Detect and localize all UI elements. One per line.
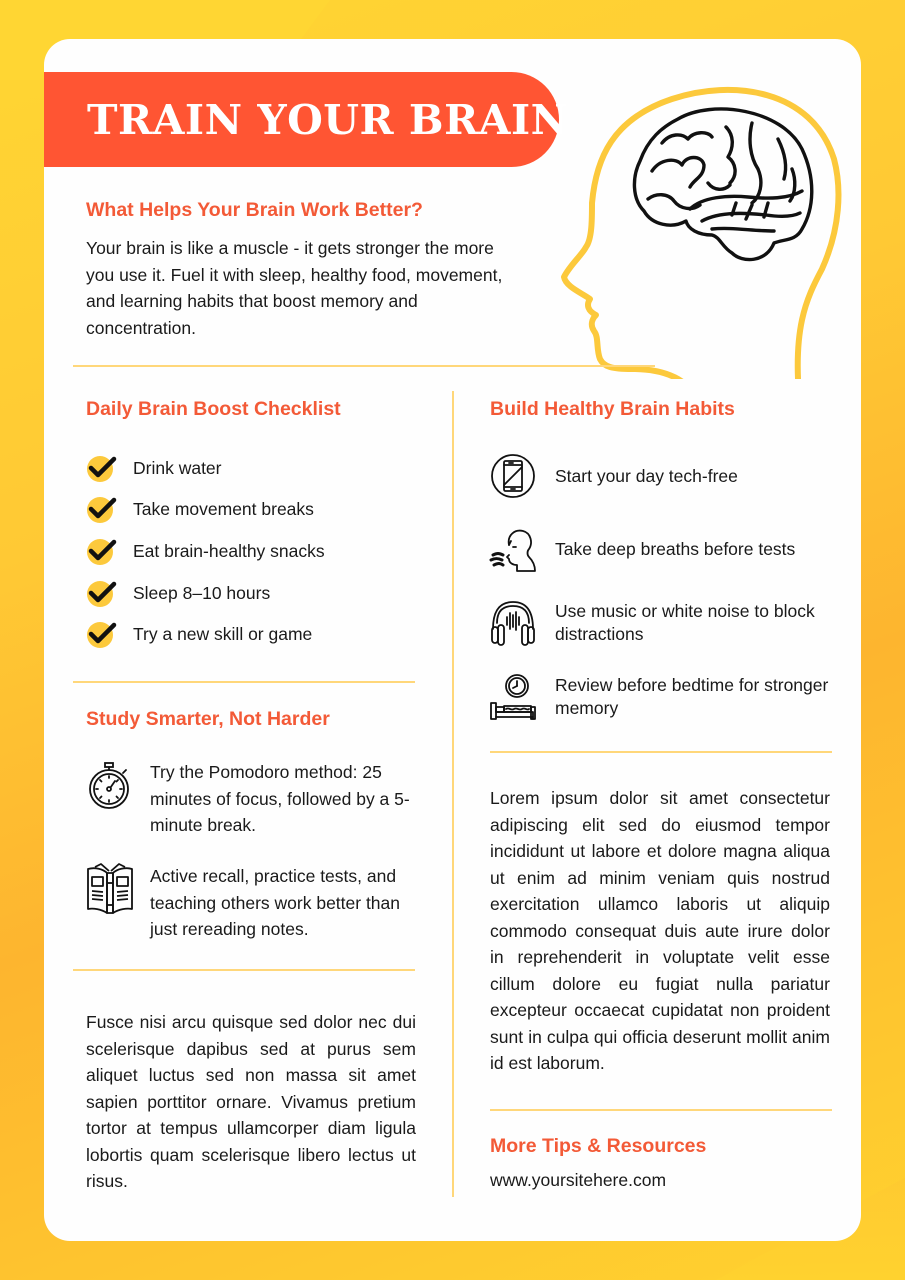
head-brain-icon bbox=[552, 79, 852, 379]
habit-item bbox=[489, 452, 738, 500]
intro-divider bbox=[73, 365, 655, 367]
bedtime-clock-icon bbox=[489, 673, 537, 721]
checklist-item-label: Eat brain-healthy snacks bbox=[133, 540, 325, 561]
column-divider bbox=[452, 391, 454, 1197]
habit-item-text: Start your day tech-free bbox=[555, 465, 738, 486]
checkmark-icon bbox=[85, 451, 119, 485]
study-item bbox=[85, 863, 430, 943]
checklist-item[interactable] bbox=[85, 617, 312, 651]
checklist-item[interactable] bbox=[85, 534, 325, 568]
intro-text: Your brain is like a muscle - it gets stronger the more you use it. Fuel it with sleep, healthy food, movement, and learning habits that boost memory and concentration. bbox=[86, 238, 503, 338]
checkmark-icon bbox=[85, 492, 119, 526]
habits-heading: Build Healthy Brain Habits bbox=[490, 398, 735, 420]
deep-breath-icon bbox=[489, 525, 537, 573]
habit-item-text: Take deep breaths before tests bbox=[555, 538, 796, 559]
checklist-item-label: Take movement breaks bbox=[133, 498, 314, 519]
checklist-item-label: Try a new skill or game bbox=[133, 623, 313, 644]
study-paragraph: Fusce nisi arcu quisque sed dolor nec dui scelerisque dapibus sed at purus sem aliquet luctus sed non massa sit amet sapien porttitor ornare. Vivamus pretium tortor at tempus ullamcorper diam ligula lobortis quam scelerisque libero lectus ut risus. bbox=[86, 1012, 416, 1191]
checklist-item-label: Drink water bbox=[133, 457, 222, 478]
study-item-text: Active recall, practice tests, and teaching others work better than just rereading notes. bbox=[150, 866, 401, 939]
checklist-item[interactable] bbox=[85, 492, 314, 526]
habits-paragraph: Lorem ipsum dolor sit amet consectetur adipiscing elit sed do eiusmod tempor incididunt ut labore et dolore magna aliqua ut enim ad minim veniam quis nostrud exercitation ullamco laboris ut aliquip commodo consequat duis aute irure dolor in reprehenderit in voluptate velit esse cillum dolore eu fugiat nulla pariatur excepteur occaecat cupidatat non proident sunt in culpa qui officia deserunt mollit anim id est laborum. bbox=[490, 788, 830, 1073]
stopwatch-icon bbox=[85, 759, 135, 811]
study-item bbox=[85, 759, 430, 839]
study-divider bbox=[73, 969, 415, 971]
habit-item bbox=[489, 599, 861, 647]
habit-item bbox=[489, 525, 795, 573]
checkmark-icon bbox=[85, 534, 119, 568]
checklist-item[interactable] bbox=[85, 451, 222, 485]
intro-heading: What Helps Your Brain Work Better? bbox=[86, 199, 423, 221]
habit-item-text: Review before bedtime for stronger memory bbox=[555, 675, 829, 718]
habits-divider bbox=[490, 751, 832, 753]
study-item-text: Try the Pomodoro method: 25 minutes of focus, followed by a 5-minute break. bbox=[150, 762, 410, 835]
no-phone-icon bbox=[489, 452, 537, 500]
checkmark-icon bbox=[85, 576, 119, 610]
headphones-icon bbox=[489, 599, 537, 647]
title-banner bbox=[44, 72, 569, 167]
resources-divider bbox=[490, 1109, 832, 1111]
open-book-icon bbox=[85, 863, 135, 915]
checklist-divider bbox=[73, 681, 415, 683]
flyer-card bbox=[44, 39, 861, 1241]
resources-heading: More Tips & Resources bbox=[490, 1135, 707, 1157]
habit-item-text: Use music or white noise to block distractions bbox=[555, 601, 815, 644]
checklist-item[interactable] bbox=[85, 576, 270, 610]
checkmark-icon bbox=[85, 617, 119, 651]
checklist-item-label: Sleep 8–10 hours bbox=[133, 582, 271, 603]
website-link[interactable]: www.yoursitehere.com bbox=[490, 1170, 667, 1190]
checklist-heading: Daily Brain Boost Checklist bbox=[86, 398, 341, 420]
habit-item bbox=[489, 673, 861, 721]
page-title: TRAIN YOUR BRAIN bbox=[87, 95, 569, 144]
study-heading: Study Smarter, Not Harder bbox=[86, 708, 330, 730]
